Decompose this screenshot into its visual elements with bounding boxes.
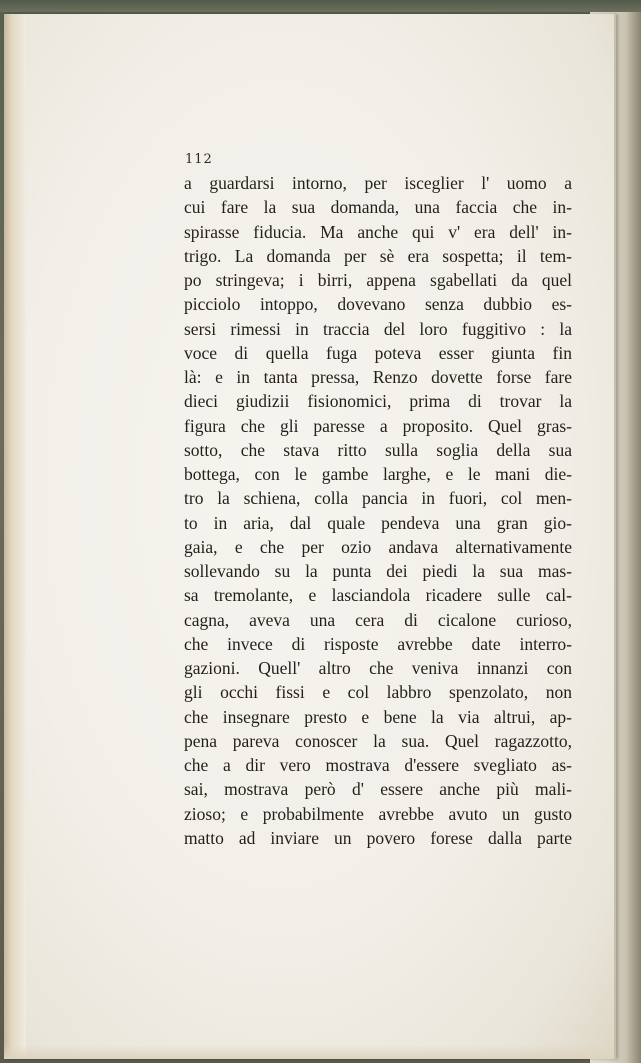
text-line: a guardarsi intorno, per isceglier l' uomo a (184, 173, 572, 193)
text-line: po stringeva; i birri, appena sgabellati da quel (184, 270, 572, 290)
text-line: voce di quella fuga poteva esser giunta fin (184, 342, 572, 363)
text-line: là: e in tanta pressa, Renzo dovette forse fare (184, 367, 572, 387)
text-line: trigo. La domanda per sè era sospetta; il tem- (184, 245, 572, 266)
text-line: matto ad inviare un povero forese dalla parte (184, 827, 572, 848)
text-line: figura che gli paresse a proposito. Quel gras- (184, 415, 572, 436)
text-line: spirasse fiducia. Ma anche qui v' era dell' in- (184, 221, 572, 242)
page-bottom-edge (4, 1045, 614, 1059)
text-line: sersi rimessi in traccia del loro fuggitivo : la (184, 318, 572, 339)
text-line: che a dir vero mostrava d'essere svegliato as- (184, 755, 572, 775)
text-line: che insegnare presto e bene la via altrui, ap- (184, 706, 572, 727)
page-gutter-shadow (4, 14, 26, 1059)
text-line: sotto, che stava ritto sulla soglia della sua (184, 439, 572, 460)
text-line: bottega, con le gambe larghe, e le mani die- (184, 464, 572, 484)
text-line: sai, mostrava però d' essere anche più mali- (184, 779, 572, 800)
text-line: tro la schiena, colla pancia in fuori, col men- (184, 488, 572, 509)
body-text (184, 171, 572, 850)
text-line: sollevando su la punta dei piedi la sua mas- (184, 561, 572, 581)
page-number: 112 (185, 152, 213, 167)
text-line: to in aria, dal quale pendeva una gran gio- (184, 512, 572, 533)
text-line: zioso; e probabilmente avrebbe avuto un gusto (184, 803, 572, 824)
text-line: che invece di risposte avrebbe date interro- (184, 633, 572, 654)
text-line: gazioni. Quell' altro che veniva innanzi con (184, 658, 572, 678)
text-line: dieci giudizii fisionomici, prima di trovar la (184, 391, 572, 412)
text-line: cui fare la sua domanda, una faccia che in- (184, 197, 572, 218)
text-line: sa tremolante, e lasciandola ricadere sulle cal- (184, 585, 572, 606)
text-line: picciolo intoppo, dovevano senza dubbio es- (184, 294, 572, 315)
text-line: pena pareva conoscer la sua. Quel ragazzotto, (184, 730, 572, 751)
text-line: gaia, e che per ozio andava alternativamente (184, 536, 572, 557)
text-line: cagna, aveva una cera di cicalone curioso, (184, 609, 572, 630)
text-line: gli occhi fissi e col labbro spenzolato, non (184, 682, 572, 703)
book-cover-edge (0, 0, 641, 12)
